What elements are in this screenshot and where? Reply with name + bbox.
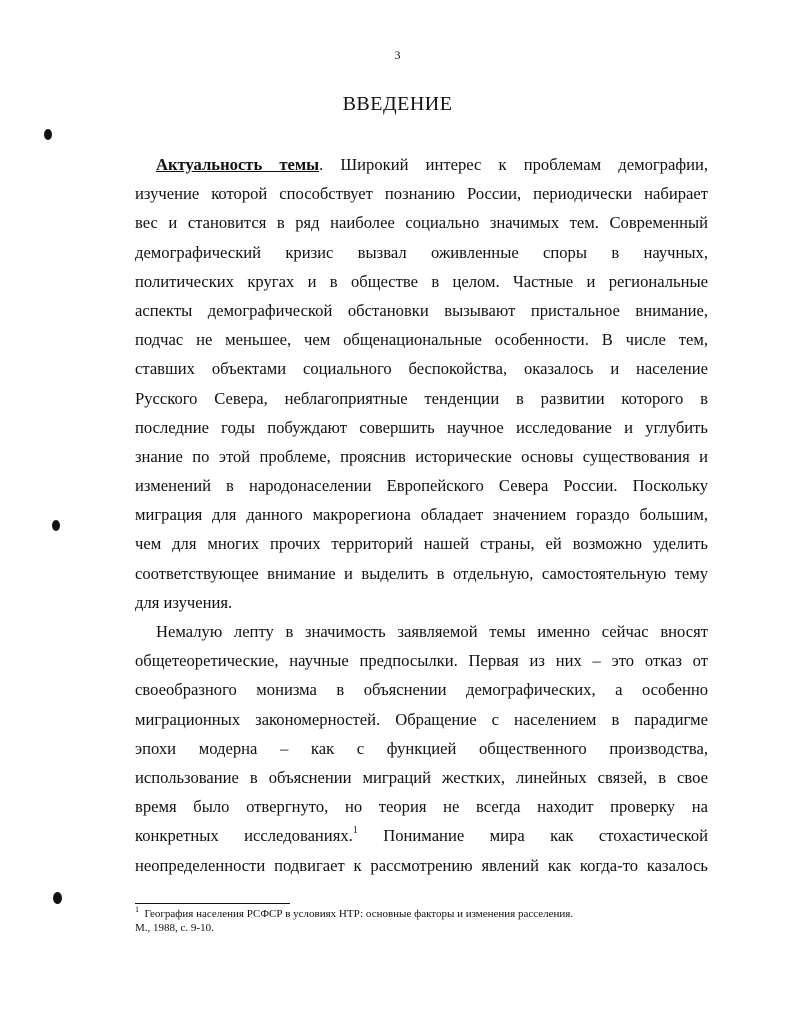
scan-dot-mark [44, 129, 52, 140]
text-line: подчас не меньшее, чем общенациональные особенности. В числе тем, [135, 330, 708, 350]
text-line: миграция для данного макрорегиона обладает значением гораздо большим, [135, 505, 708, 525]
text-line: Немалую лепту в значимость заявляемой темы именно сейчас вносят [156, 622, 708, 641]
footnote-line: М., 1988, с. 9-10. [135, 922, 214, 934]
text-line: своеобразного монизма в объяснении демографических, а особенно [135, 680, 708, 700]
text-line: эпохи модерна – как с функцией общественного производства, [135, 738, 708, 758]
text-line: Актуальность темы. Широкий интерес к проблемам демографии, [156, 155, 708, 174]
text-line: изменений в народонаселении Европейского Севера России. Поскольку [135, 476, 708, 496]
footnote-marker: 1 [135, 905, 139, 914]
footnote-line: $^1$ География населения РСФСР в условиях НТР: основные факторы и изменения расселения. [135, 905, 574, 920]
text-line: использование в объяснении миграций жестких, линейных связей, в свое [135, 767, 708, 787]
text-line: знание по этой проблеме, прояснив исторические основы существования и [135, 446, 708, 466]
text-line: ставших объектами социального беспокойства, оказалось и население [135, 359, 708, 379]
text-line: изучение которой способствует познанию России, периодически набирает [135, 184, 708, 204]
text-line: конкретных исследованиях.$^1$ Понимание мира как стохастической [135, 825, 708, 846]
page-title: ВВЕДЕНИЕ [342, 93, 453, 115]
footnote-divider [135, 903, 290, 904]
section-heading: Актуальность темы [156, 155, 320, 174]
footnote-reference: 1 [352, 825, 358, 837]
main-text [135, 150, 708, 880]
scan-dot-mark [52, 520, 60, 531]
text-line: чем для многих прочих территорий нашей страны, ей возможно уделить [135, 534, 708, 554]
text-line: миграционных закономерностей. Обращение с населением в парадигме [135, 709, 708, 729]
text-line: Русского Севера, неблагоприятные тенденции в развитии которого в [135, 388, 708, 408]
page-number: 3 [394, 48, 401, 62]
text-line: демографический кризис вызвал оживленные споры в научных, [135, 242, 708, 262]
text-line: время было отвергнуто, но теория не всегда находит проверку на [135, 797, 708, 817]
text-line: для изучения. [135, 592, 233, 612]
text-line: последние годы побуждают совершить научное исследование и углубить [135, 417, 708, 437]
text-line: общетеоретические, научные предпосылки. Первая из них – это отказ от [135, 651, 708, 671]
text-line: соответствующее внимание и выделить в отдельную, самостоятельную тему [135, 563, 708, 583]
text-line: аспекты демографической обстановки вызывают пристальное внимание, [135, 300, 708, 320]
footnote [135, 907, 695, 935]
text-line: политических кругах и в обществе в целом. Частные и региональные [135, 271, 708, 291]
text-line: неопределенности подвигает к рассмотрению явлений как когда-то казалось [135, 855, 708, 875]
scan-dot-mark [53, 892, 62, 904]
text-line: вес и становится в ряд наиболее социально значимых тем. Современный [135, 213, 708, 233]
